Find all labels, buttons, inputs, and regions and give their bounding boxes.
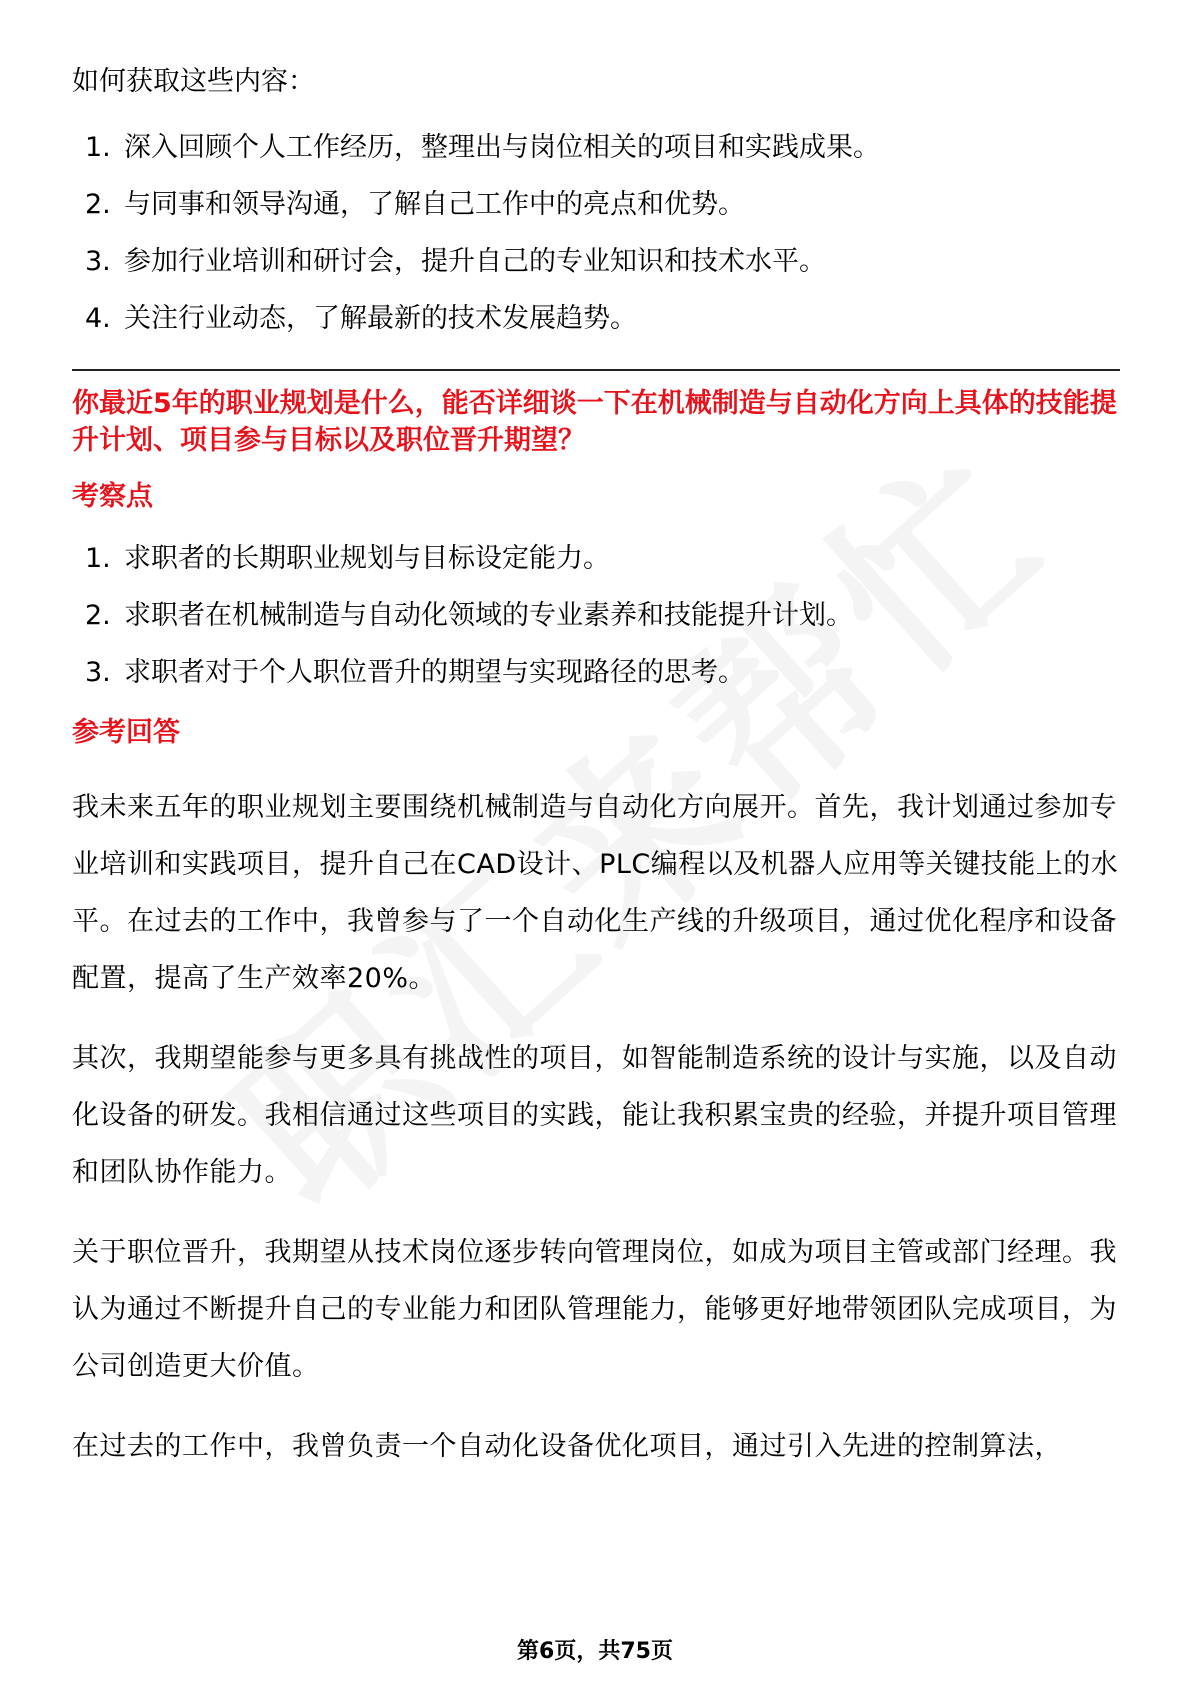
list-item: [72, 299, 1120, 339]
answer-paragraph: 关于职位晋升，我期望从技术岗位逐步转向管理岗位，如成为项目主管或部门经理。我认为通过不断提升自己的专业能力和团队管理能力，能够更好地带领团队完成项目，为公司创造更大价值。: [72, 1237, 1117, 1382]
answer-paragraph: 我未来五年的职业规划主要围绕机械制造与自动化方向展开。首先，我计划通过参加专业培训和实践项目，提升自己在CAD设计、PLC编程以及机器人应用等关键技能上的水平。在过去的工作中，我曾参与了一个自动化生产线的升级项目，通过优化程序和设备配置，提高了生产效率20%。: [72, 792, 1119, 994]
list-item: [72, 539, 1120, 579]
list-text: 关注行业动态，了解最新的技术发展趋势。: [124, 303, 637, 334]
intro-text: 如何获取这些内容：: [72, 66, 315, 97]
how-to-list: [72, 128, 1120, 339]
list-text: 参加行业培训和研讨会，提升自己的专业知识和技术水平。: [124, 246, 826, 277]
list-item: [72, 242, 1120, 282]
list-number: 2.: [85, 600, 111, 631]
list-item: [72, 185, 1120, 225]
page-content: [72, 62, 1120, 1498]
list-number: 3.: [85, 246, 111, 277]
list-number: 1.: [85, 543, 111, 574]
list-number: 3.: [85, 657, 111, 688]
heading-kaocha: 考察点: [72, 481, 153, 512]
answer-paragraph: 在过去的工作中，我曾负责一个自动化设备优化项目，通过引入先进的控制算法，: [72, 1431, 1062, 1462]
list-number: 1.: [85, 132, 111, 163]
page-number: 第6页，共75页: [517, 1639, 673, 1664]
kaocha-list: [72, 539, 1120, 693]
list-text: 深入回顾个人工作经历，整理出与岗位相关的项目和实践成果。: [124, 132, 880, 163]
list-text: 求职者在机械制造与自动化领域的专业素养和技能提升计划。: [124, 600, 853, 631]
list-item: [72, 128, 1120, 168]
list-number: 2.: [85, 189, 111, 220]
answer-paragraph: 其次，我期望能参与更多具有挑战性的项目，如智能制造系统的设计与实施，以及自动化设备的研发。我相信通过这些项目的实践，能让我积累宝贵的经验，并提升项目管理和团队协作能力。: [72, 1043, 1117, 1188]
list-item: [72, 596, 1120, 636]
list-item: [72, 653, 1120, 693]
list-number: 4.: [85, 303, 111, 334]
question-title: 你最近5年的职业规划是什么，能否详细谈一下在机械制造与自动化方向上具体的技能提升计划、项目参与目标以及职位晋升期望？: [72, 388, 1117, 456]
section-divider: [72, 369, 1120, 371]
heading-answer: 参考回答: [72, 717, 180, 748]
list-text: 求职者对于个人职位晋升的期望与实现路径的思考。: [124, 657, 745, 688]
list-text: 求职者的长期职业规划与目标设定能力。: [124, 543, 610, 574]
list-text: 与同事和领导沟通，了解自己工作中的亮点和优势。: [124, 189, 745, 220]
